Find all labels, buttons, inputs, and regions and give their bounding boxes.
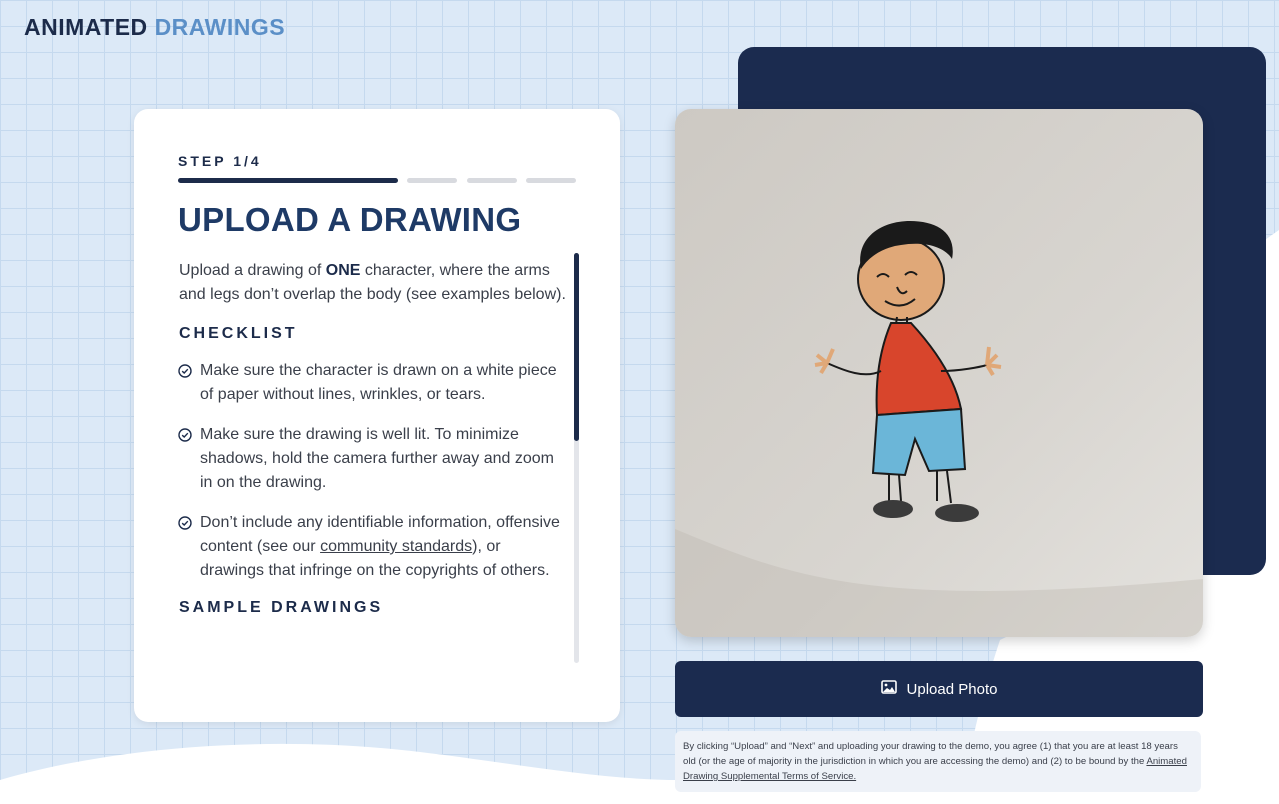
checklist-item: [178, 511, 568, 583]
progress-segment-4: [526, 178, 576, 183]
step-progress: [178, 178, 576, 184]
logo-part-1: ANIMATED: [24, 14, 148, 40]
checklist-item-text-post: ), or drawings that infringe on the copyrights of others.: [200, 538, 550, 579]
progress-segment-2: [407, 178, 457, 183]
checklist-item: [178, 423, 568, 495]
intro-pre: Upload a drawing of: [179, 262, 326, 279]
progress-segment-3: [467, 178, 517, 183]
intro-bold: ONE: [325, 262, 361, 279]
intro-text: [179, 259, 568, 307]
upload-photo-label: Upload Photo: [906, 680, 998, 698]
checklist-item-text: Make sure the character is drawn on a white piece of paper without lines, wrinkles, or tears.: [200, 362, 557, 403]
image-icon: [881, 680, 897, 698]
instructions-scroll-area[interactable]: [178, 255, 568, 663]
community-standards-link[interactable]: community standards: [320, 538, 473, 555]
logo-part-2: DRAWINGS: [154, 14, 286, 40]
progress-segment-1: [178, 178, 398, 183]
checklist-item-text-pre: Don’t include any identifiable information, offensive content (see our: [200, 514, 560, 555]
check-circle-icon: [178, 359, 200, 407]
checklist-item: [178, 359, 568, 407]
check-circle-icon: [178, 511, 200, 583]
intro-post: character, where the arms and legs don’t overlap the body (see examples below).: [179, 262, 566, 303]
step-indicator: STEP 1/4: [178, 153, 262, 169]
legal-notice: [675, 731, 1201, 792]
drawing-preview-image: [675, 109, 1203, 637]
legal-text: By clicking “Upload” and “Next” and uploading your drawing to the demo, you agree (1) that you are at least 18 years old (or the age of majority in the jurisdiction in which you are accessing the demo) and (2) to be bound by the: [683, 741, 1178, 767]
page-title: UPLOAD A DRAWING: [178, 201, 522, 238]
sample-drawings-heading: SAMPLE DRAWINGS: [179, 599, 384, 616]
check-circle-icon: [178, 423, 200, 495]
app-logo[interactable]: [24, 14, 285, 41]
upload-card: [134, 109, 620, 722]
upload-photo-button[interactable]: [675, 661, 1203, 717]
scrollbar[interactable]: [574, 253, 579, 663]
checklist-heading: CHECKLIST: [179, 325, 298, 342]
scrollbar-thumb[interactable]: [574, 253, 579, 441]
terms-of-service-link[interactable]: Animated Drawing Supplemental Terms of Service.: [683, 756, 1187, 782]
checklist-item-text: Make sure the drawing is well lit. To minimize shadows, hold the camera further away and zoom in on the drawing.: [200, 426, 554, 491]
checklist-item-text: [200, 511, 568, 583]
